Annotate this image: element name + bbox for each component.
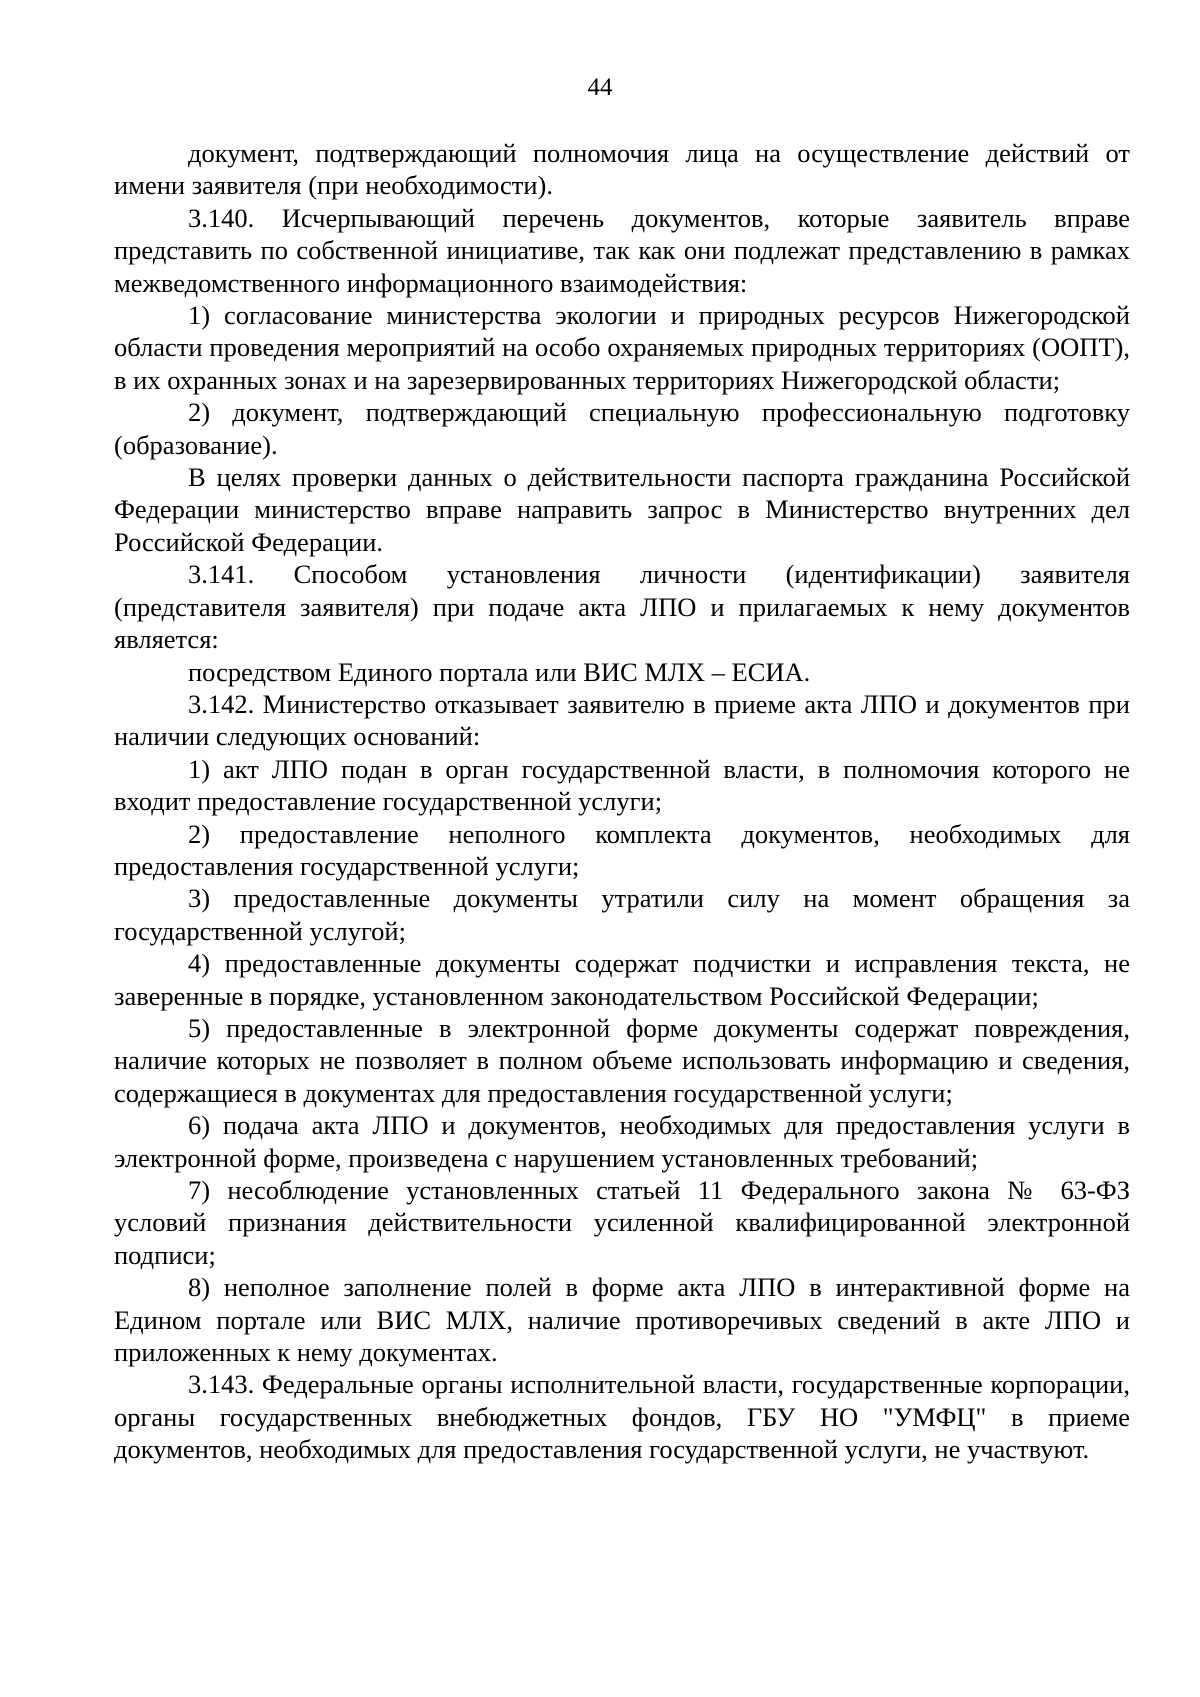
- paragraph-authority-document: документ, подтверждающий полномочия лица на осуществление действий от имени заявителя (при необходимости).: [114, 138, 1130, 201]
- list-item-3-142-2: 2) предоставление неполного комплекта документов, необходимых для предоставления государственной услуги;: [114, 818, 1130, 881]
- list-item-3-142-1: 1) акт ЛПО подан в орган государственной власти, в полномочия которого не входит предоставление государственной услуги;: [114, 753, 1130, 817]
- paragraph-3-141-method: посредством Единого портала или ВИС МЛХ – ЕСИА.: [188, 656, 811, 687]
- paragraph-3-141: 3.141. Способом установления личности (идентификации) заявителя (представителя заявителя) при подаче акта ЛПО и прилагаемых к нему документов является:: [114, 559, 1130, 655]
- list-item-3-140-1: 1) согласование министерства экологии и природных ресурсов Нижегородской области проведения мероприятий на особо охраняемых природных территориях (ООПТ), в их охранных зонах и на зарезервированных территориях Нижегородской области;: [114, 300, 1130, 395]
- list-item-3-142-8: 8) неполное заполнение полей в форме акта ЛПО в интерактивной форме на Едином портале или ВИС МЛХ, наличие противоречивых сведений в акте ЛПО и приложенных к нему документах.: [114, 1272, 1130, 1368]
- list-item-3-142-3: 3) предоставленные документы утратили силу на момент обращения за государственной услугой;: [114, 883, 1130, 946]
- page-number: 44: [587, 74, 613, 101]
- paragraph-3-143: 3.143. Федеральные органы исполнительной власти, государственные корпорации, органы государственных внебюджетных фондов, ГБУ НО "УМФЦ" в приеме документов, необходимых для предоставления государственной услуги, не участвуют.: [114, 1369, 1130, 1465]
- list-item-3-142-6: 6) подача акта ЛПО и документов, необходимых для предоставления услуги в электронной форме, произведена с нарушением установленных требований;: [114, 1110, 1130, 1173]
- list-item-3-142-7: 7) несоблюдение установленных статьей 11 Федерального закона № 63-ФЗ условий признания действительности усиленной квалифицированной электронной подписи;: [114, 1175, 1130, 1270]
- list-item-3-140-2: 2) документ, подтверждающий специальную профессиональную подготовку (образование).: [114, 397, 1130, 460]
- paragraph-3-142: 3.142. Министерство отказывает заявителю в приеме акта ЛПО и документов при наличии следующих оснований:: [114, 688, 1130, 752]
- document-body: [114, 137, 1130, 1466]
- paragraph-passport-check: В целях проверки данных о действительности паспорта гражданина Российской Федерации министерство вправе направить запрос в Министерство внутренних дел Российской Федерации.: [114, 462, 1130, 557]
- paragraph-3-140: 3.140. Исчерпывающий перечень документов, которые заявитель вправе представить по собственной инициативе, так как они подлежат представлению в рамках межведомственного информационного взаимодействия:: [114, 202, 1130, 298]
- list-item-3-142-5: 5) предоставленные в электронной форме документы содержат повреждения, наличие которых не позволяет в полном объеме использовать информацию и сведения, содержащиеся в документах для предоставления государственной услуги;: [114, 1012, 1130, 1108]
- list-item-3-142-4: 4) предоставленные документы содержат подчистки и исправления текста, не заверенные в порядке, установленном законодательством Российской Федерации;: [114, 948, 1130, 1011]
